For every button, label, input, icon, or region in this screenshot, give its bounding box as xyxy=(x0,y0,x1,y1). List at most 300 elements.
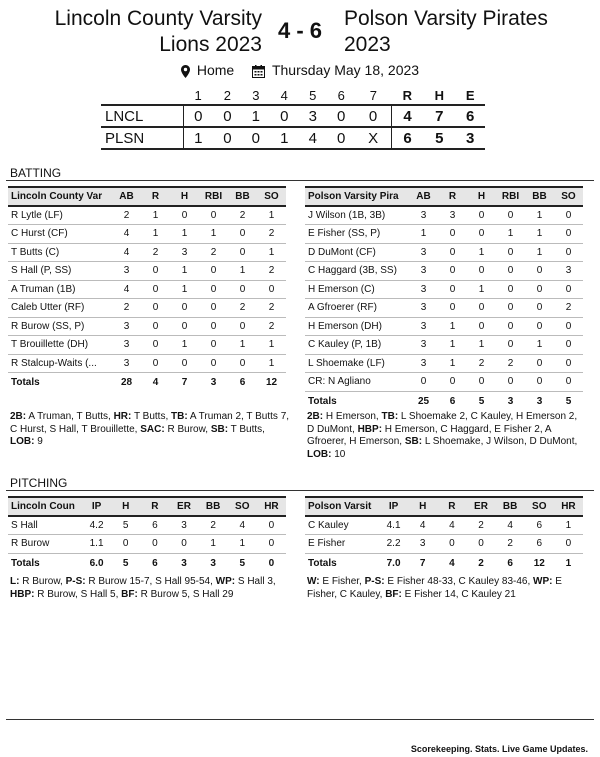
batting-notes-home xyxy=(307,411,587,461)
note-value: R Burow 5, S Hall 29 xyxy=(137,588,234,600)
player-row xyxy=(8,516,286,535)
stat-cell: 1 xyxy=(199,225,228,244)
runs-header: R xyxy=(402,87,412,103)
inning-header: 1 xyxy=(194,87,202,103)
player-row xyxy=(305,299,583,318)
footer-tagline: Scorekeeping. Stats. Live Game Updates. xyxy=(410,744,588,754)
column-header: SO xyxy=(525,497,554,516)
player-name: Caleb Utter (RF) xyxy=(8,299,112,318)
stat-cell: 0 xyxy=(170,206,199,225)
total-cell: 1 xyxy=(565,557,572,569)
stat-cell: 1 xyxy=(228,336,257,355)
total-cell: 4 xyxy=(152,377,159,389)
stat-cell: 3 xyxy=(409,354,438,373)
column-header: IP xyxy=(82,497,111,516)
location-pin-icon xyxy=(181,62,190,78)
inning-score: 0 xyxy=(223,107,232,125)
linescore-team-header xyxy=(101,86,183,105)
note-value: E Fisher, C Kauley, xyxy=(307,576,562,600)
stat-cell: 0 xyxy=(467,262,496,281)
column-header: BB xyxy=(228,187,257,206)
note-value: 10 xyxy=(331,448,346,460)
note-value: L Shoemake 2, C Kauley, H Emerson 2, D DuMont, xyxy=(307,411,578,435)
stat-cell: 0 xyxy=(554,354,583,373)
player-row xyxy=(305,243,583,262)
stat-cell: 2 xyxy=(141,243,170,262)
total-cell: 6 xyxy=(507,557,513,569)
stat-cell: 3 xyxy=(112,336,141,355)
stat-cell: 0 xyxy=(141,280,170,299)
total-cell: 28 xyxy=(120,377,133,389)
stat-cell: 0 xyxy=(554,535,583,554)
stat-cell: 1 xyxy=(228,535,257,554)
totals-row xyxy=(305,553,583,573)
stat-cell: 0 xyxy=(141,262,170,281)
stat-cell: 2 xyxy=(112,206,141,225)
stat-cell: 3 xyxy=(409,243,438,262)
stat-cell: 0 xyxy=(554,243,583,262)
inning-score: 1 xyxy=(280,129,289,147)
stat-cell: 3 xyxy=(408,535,437,554)
final-score: 4 - 6 xyxy=(277,18,323,43)
total-cell: 3 xyxy=(210,377,217,389)
stat-cell: 2 xyxy=(199,243,228,262)
stat-cell: 1 xyxy=(170,336,199,355)
note-key: WP: xyxy=(215,576,236,587)
total-cell: 6 xyxy=(449,395,456,407)
stat-cell: 3 xyxy=(169,516,198,535)
column-header: H xyxy=(170,187,199,206)
column-header: ER xyxy=(466,497,495,516)
linescore-table xyxy=(101,86,485,150)
note-value: H Emerson, xyxy=(323,411,382,422)
note-value: H Emerson, C Haggard, E Fisher 2, A Gfroerer, H Emerson, xyxy=(307,423,551,447)
stat-cell: 0 xyxy=(496,243,525,262)
total-hits: 5 xyxy=(435,129,444,147)
stat-cell: 3 xyxy=(409,280,438,299)
player-name: R Burow xyxy=(8,535,82,554)
inning-score: 1 xyxy=(251,107,260,125)
player-name: C Haggard (3B, SS) xyxy=(305,262,409,281)
inning-header: 6 xyxy=(337,87,345,103)
stat-cell: 2 xyxy=(496,535,525,554)
stat-cell: 2 xyxy=(257,299,286,318)
stat-cell: 6 xyxy=(525,516,554,535)
column-header: HR xyxy=(554,497,583,516)
stat-cell: 0 xyxy=(496,299,525,318)
stat-cell: 0 xyxy=(170,317,199,336)
stat-cell: 6 xyxy=(140,516,169,535)
stat-cell: 4 xyxy=(496,516,525,535)
stat-cell: 0 xyxy=(467,373,496,392)
stat-cell: 0 xyxy=(554,317,583,336)
inning-score: 0 xyxy=(223,129,232,147)
column-header: H xyxy=(111,497,140,516)
stat-cell: 5 xyxy=(111,516,140,535)
stat-cell: 2 xyxy=(554,299,583,318)
note-value: R Burow, xyxy=(164,423,211,435)
column-header: H xyxy=(408,497,437,516)
stat-cell: 0 xyxy=(496,262,525,281)
player-name: A Gfroerer (RF) xyxy=(305,299,409,318)
column-header: HR xyxy=(257,497,286,516)
stat-cell: 3 xyxy=(409,299,438,318)
stat-cell: 1 xyxy=(170,262,199,281)
stat-cell: 0 xyxy=(496,280,525,299)
inning-score: X xyxy=(368,129,379,147)
inning-header: 7 xyxy=(369,87,377,103)
column-header: RBI xyxy=(199,187,228,206)
stat-cell: 0 xyxy=(438,280,467,299)
player-row xyxy=(305,516,583,535)
linescore-team: LNCL xyxy=(101,105,183,127)
inning-score: 0 xyxy=(368,107,378,125)
inning-score: 0 xyxy=(194,107,203,125)
stat-cell: 0 xyxy=(141,299,170,318)
player-name: T Brouillette (DH) xyxy=(8,336,112,355)
stat-cell: 4 xyxy=(112,225,141,244)
note-key: SB: xyxy=(210,423,229,435)
pitching-table-away xyxy=(8,496,286,573)
column-header: R xyxy=(141,187,170,206)
stat-cell: 2 xyxy=(257,225,286,244)
column-header: AB xyxy=(112,187,141,206)
player-row xyxy=(305,317,583,336)
note-key: BF: xyxy=(121,588,138,600)
inning-header: 2 xyxy=(223,87,231,103)
total-cell: 12 xyxy=(533,557,545,569)
note-key: SB: xyxy=(404,436,423,447)
player-name: R Burow (SS, P) xyxy=(8,317,112,336)
note-key: HBP: xyxy=(357,423,383,435)
note-key: SAC: xyxy=(140,423,165,435)
batting-table-home xyxy=(305,186,583,411)
player-row xyxy=(305,225,583,244)
column-header: BB xyxy=(199,497,228,516)
player-row xyxy=(8,262,286,281)
stat-cell: 0 xyxy=(438,225,467,244)
note-key: WP: xyxy=(533,576,553,587)
stat-cell: 0 xyxy=(141,354,170,373)
stat-cell: 1 xyxy=(257,206,286,225)
stat-cell: 0 xyxy=(467,299,496,318)
column-header: SO xyxy=(228,497,257,516)
stat-cell: 0 xyxy=(228,243,257,262)
stat-cell: 0 xyxy=(169,535,198,554)
team-column-header: Lincoln Coun xyxy=(8,497,82,516)
stat-cell: 3 xyxy=(409,206,438,225)
game-header xyxy=(0,6,600,62)
stat-cell: 0 xyxy=(437,535,466,554)
team-column-header: Polson Varsity Pira xyxy=(305,187,409,206)
player-name: J Wilson (1B, 3B) xyxy=(305,206,409,225)
column-header: BB xyxy=(525,187,554,206)
player-row xyxy=(8,280,286,299)
stat-cell: 0 xyxy=(228,354,257,373)
total-hits: 7 xyxy=(435,107,444,125)
note-value: L Shoemake, J Wilson, D DuMont, xyxy=(422,436,578,447)
total-cell: 5 xyxy=(565,395,572,407)
stat-cell: 0 xyxy=(257,535,286,554)
player-row xyxy=(305,280,583,299)
player-row xyxy=(305,206,583,225)
stat-cell: 1 xyxy=(257,354,286,373)
pitching-header-row xyxy=(305,497,583,516)
stat-cell: 4 xyxy=(437,516,466,535)
stat-cell: 0 xyxy=(228,225,257,244)
totals-label: Totals xyxy=(308,395,337,407)
stat-cell: 0 xyxy=(467,225,496,244)
team-column-header: Lincoln County Var xyxy=(8,187,112,206)
stat-cell: 3 xyxy=(112,262,141,281)
footer-divider xyxy=(6,719,594,720)
total-cell: 6.0 xyxy=(89,557,104,569)
stat-cell: 3 xyxy=(112,317,141,336)
player-row xyxy=(305,262,583,281)
pitching-section-title: PITCHING xyxy=(10,476,68,490)
stat-cell: 4 xyxy=(228,516,257,535)
team-column-header: Polson Varsit xyxy=(305,497,379,516)
note-key: 2B: xyxy=(307,411,324,422)
total-cell: 3 xyxy=(181,557,187,569)
column-header: IP xyxy=(379,497,408,516)
player-name: C Kauley xyxy=(305,516,379,535)
stat-cell: 1 xyxy=(170,280,199,299)
pitching-notes-home xyxy=(307,576,587,601)
column-header: ER xyxy=(169,497,198,516)
stat-cell: 1 xyxy=(409,225,438,244)
total-cell: 7 xyxy=(181,377,188,389)
pitching-divider xyxy=(6,490,594,491)
game-meta xyxy=(0,61,600,78)
stat-cell: 3 xyxy=(112,354,141,373)
stat-cell: 0 xyxy=(228,317,257,336)
column-header: RBI xyxy=(496,187,525,206)
stat-cell: 2 xyxy=(467,354,496,373)
total-cell: 2 xyxy=(478,557,484,569)
stat-cell: 0 xyxy=(496,206,525,225)
stat-cell: 2 xyxy=(496,354,525,373)
stat-cell: 1 xyxy=(467,336,496,355)
note-value: R Burow, S Hall 5, xyxy=(34,588,122,600)
total-cell: 0 xyxy=(268,557,275,569)
column-header: H xyxy=(467,187,496,206)
stat-cell: 4 xyxy=(112,280,141,299)
stat-cell: 2 xyxy=(466,516,495,535)
stat-cell: 0 xyxy=(199,206,228,225)
player-row xyxy=(8,354,286,373)
stat-cell: 0 xyxy=(554,206,583,225)
note-value: E Fisher, xyxy=(319,576,365,587)
stat-cell: 1 xyxy=(438,336,467,355)
linescore-team: PLSN xyxy=(101,127,183,149)
column-header: R xyxy=(140,497,169,516)
home-team-name: Polson Varsity Pirates 2023 xyxy=(344,7,548,56)
player-name: T Butts (C) xyxy=(8,243,112,262)
pitching-notes-away xyxy=(10,576,290,601)
stat-cell: 6 xyxy=(525,535,554,554)
note-key: P-S: xyxy=(65,576,86,587)
note-key: W: xyxy=(307,576,320,587)
stat-cell: 0 xyxy=(438,243,467,262)
total-runs: 6 xyxy=(391,127,423,149)
total-cell: 5 xyxy=(239,557,246,569)
player-name: CR: N Agliano xyxy=(305,373,409,392)
note-key: TB: xyxy=(171,411,188,422)
stat-cell: 0 xyxy=(257,516,286,535)
stat-cell: 1 xyxy=(228,262,257,281)
total-cell: 5 xyxy=(478,395,485,407)
stat-cell: 1 xyxy=(438,354,467,373)
stat-cell: 3 xyxy=(409,262,438,281)
stat-cell: 2 xyxy=(199,516,228,535)
note-value: R Burow 15-7, S Hall 95-54, xyxy=(85,576,216,587)
batting-section-title: BATTING xyxy=(10,166,62,180)
inning-header: 3 xyxy=(252,87,260,103)
player-name: A Truman (1B) xyxy=(8,280,112,299)
note-key: P-S: xyxy=(364,576,385,587)
note-value: 9 xyxy=(34,436,43,447)
stat-cell: 0 xyxy=(409,373,438,392)
total-cell: 6 xyxy=(152,557,158,569)
stat-cell: 4.1 xyxy=(379,516,408,535)
stat-cell: 2 xyxy=(228,206,257,225)
player-name: L Shoemake (LF) xyxy=(305,354,409,373)
total-errors: 3 xyxy=(466,129,475,147)
stat-cell: 1.1 xyxy=(82,535,111,554)
stat-cell: 0 xyxy=(199,336,228,355)
note-key: LOB: xyxy=(10,436,35,447)
player-row xyxy=(8,243,286,262)
stat-cell: 1 xyxy=(525,336,554,355)
inning-score: 0 xyxy=(251,129,260,147)
player-name: E Fisher (SS, P) xyxy=(305,225,409,244)
stat-cell: 1 xyxy=(141,206,170,225)
note-value: E Fisher 48-33, C Kauley 83-46, xyxy=(384,576,534,587)
player-row xyxy=(305,336,583,355)
player-row xyxy=(8,535,286,554)
player-name: D DuMont (CF) xyxy=(305,243,409,262)
player-row xyxy=(8,206,286,225)
note-value: A Truman, T Butts, xyxy=(26,411,114,422)
note-value: R Burow, xyxy=(19,576,66,587)
stat-cell: 1 xyxy=(554,516,583,535)
note-value: S Hall 3, xyxy=(235,576,276,587)
note-key: BF: xyxy=(385,588,402,600)
inning-score: 1 xyxy=(194,129,203,147)
player-row xyxy=(305,373,583,392)
stat-cell: 0 xyxy=(496,317,525,336)
column-header: R xyxy=(438,187,467,206)
stat-cell: 1 xyxy=(496,225,525,244)
stat-cell: 1 xyxy=(199,535,228,554)
stat-cell: 0 xyxy=(525,280,554,299)
inning-header: 5 xyxy=(309,87,317,103)
batting-divider xyxy=(6,180,594,181)
stat-cell: 1 xyxy=(141,225,170,244)
stat-cell: 0 xyxy=(438,373,467,392)
stat-cell: 4.2 xyxy=(82,516,111,535)
totals-row xyxy=(8,373,286,393)
stat-cell: 0 xyxy=(199,280,228,299)
stat-cell: 3 xyxy=(409,336,438,355)
stat-cell: 0 xyxy=(525,299,554,318)
column-header: SO xyxy=(257,187,286,206)
stat-cell: 2 xyxy=(257,262,286,281)
totals-row xyxy=(305,391,583,411)
stat-cell: 1 xyxy=(438,317,467,336)
column-header: SO xyxy=(554,187,583,206)
pitching-header-row xyxy=(8,497,286,516)
batting-header-row xyxy=(305,187,583,206)
stat-cell: 1 xyxy=(467,280,496,299)
calendar-icon xyxy=(252,62,265,78)
totals-label: Totals xyxy=(11,557,40,569)
player-row xyxy=(8,225,286,244)
stat-cell: 0 xyxy=(554,225,583,244)
column-header: AB xyxy=(409,187,438,206)
total-cell: 5 xyxy=(122,557,129,569)
stat-cell: 0 xyxy=(199,317,228,336)
inning-score: 0 xyxy=(280,107,289,125)
stat-cell: 3 xyxy=(554,262,583,281)
note-value: T Butts, xyxy=(131,411,172,422)
player-name: E Fisher xyxy=(305,535,379,554)
batting-table-away xyxy=(8,186,286,393)
stat-cell: 0 xyxy=(199,299,228,318)
stat-cell: 0 xyxy=(140,535,169,554)
note-key: L: xyxy=(10,576,20,587)
stat-cell: 1 xyxy=(257,336,286,355)
stat-cell: 2 xyxy=(228,299,257,318)
player-name: H Emerson (DH) xyxy=(305,317,409,336)
stat-cell: 0 xyxy=(199,354,228,373)
total-cell: 7.0 xyxy=(386,557,401,569)
totals-row xyxy=(8,553,286,573)
player-name: R Stalcup-Waits (... xyxy=(8,354,112,373)
total-cell: 25 xyxy=(417,395,430,407)
inning-score: 0 xyxy=(337,107,346,125)
player-row xyxy=(8,336,286,355)
total-cell: 3 xyxy=(210,557,216,569)
stat-cell: 0 xyxy=(525,317,554,336)
stat-cell: 0 xyxy=(170,299,199,318)
total-cell: 12 xyxy=(265,377,278,389)
total-runs: 4 xyxy=(391,105,423,127)
player-name: S Hall (P, SS) xyxy=(8,262,112,281)
player-name: R Lytle (LF) xyxy=(8,206,112,225)
game-location: Home xyxy=(196,62,235,79)
stat-cell: 0 xyxy=(467,206,496,225)
stat-cell: 1 xyxy=(525,225,554,244)
inning-header: 4 xyxy=(280,87,288,103)
stat-cell: 3 xyxy=(409,317,438,336)
stat-cell: 1 xyxy=(525,206,554,225)
stat-cell: 0 xyxy=(525,354,554,373)
stat-cell: 1 xyxy=(170,225,199,244)
player-name: H Emerson (C) xyxy=(305,280,409,299)
note-key: 2B: xyxy=(10,411,27,422)
stat-cell: 0 xyxy=(111,535,140,554)
pitching-table-home xyxy=(305,496,583,573)
total-cell: 3 xyxy=(507,395,514,407)
total-cell: 3 xyxy=(536,395,543,407)
inning-score: 3 xyxy=(308,107,317,125)
linescore-row-home xyxy=(101,127,485,149)
total-cell: 4 xyxy=(449,557,455,569)
stat-cell: 0 xyxy=(554,336,583,355)
note-key: LOB: xyxy=(307,448,332,460)
